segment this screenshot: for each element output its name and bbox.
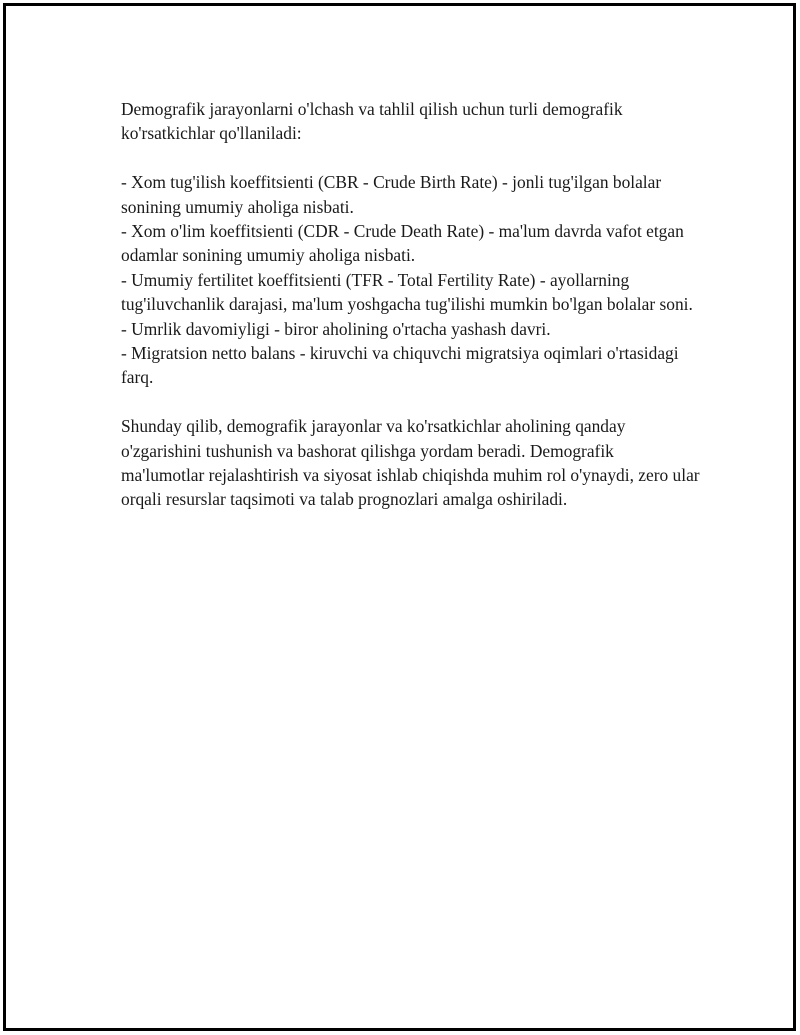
- list-item-cdr: - Xom o'lim koeffitsienti (CDR - Crude Death Rate) - ma'lum davrda vafot etgan odamlar sonining umumiy aholiga nisbati.: [121, 221, 684, 266]
- list-item-net-migration: - Migratsion netto balans - kiruvchi va chiquvchi migratsiya oqimlari o'rtasidagi farq.: [121, 343, 679, 388]
- paragraph-gap: [121, 146, 701, 170]
- document-body: [121, 97, 701, 512]
- document-page: [3, 3, 796, 1031]
- list-item-life-expectancy: - Umrlik davomiyligi - biror aholining o'rtacha yashash davri.: [121, 318, 551, 339]
- list-item-cbr: - Xom tug'ilish koeffitsienti (CBR - Crude Birth Rate) - jonli tug'ilgan bolalar sonining umumiy aholiga nisbati.: [121, 172, 662, 217]
- indicator-list: [121, 170, 701, 390]
- paragraph-gap: [121, 390, 701, 414]
- list-item-tfr: - Umumiy fertilitet koeffitsienti (TFR - Total Fertility Rate) - ayollarning tug'iluvchanlik darajasi, ma'lum yoshgacha tug'ilishi mumkin bo'lgan bolalar soni.: [121, 269, 693, 315]
- conclusion-paragraph: Shunday qilib, demografik jarayonlar va ko'rsatkichlar aholining qanday o'zgarishini tushunish va bashorat qilishga yordam beradi. Demografik ma'lumotlar rejalashtirish va siyosat ishlab chiqishda muhim rol o'ynaydi, zero ular orqali resurslar taqsimoti va talab prognozlari amalga oshiriladi.: [121, 416, 700, 510]
- intro-paragraph: Demografik jarayonlarni o'lchash va tahlil qilish uchun turli demografik ko'rsatkichlar qo'llaniladi:: [121, 99, 623, 144]
